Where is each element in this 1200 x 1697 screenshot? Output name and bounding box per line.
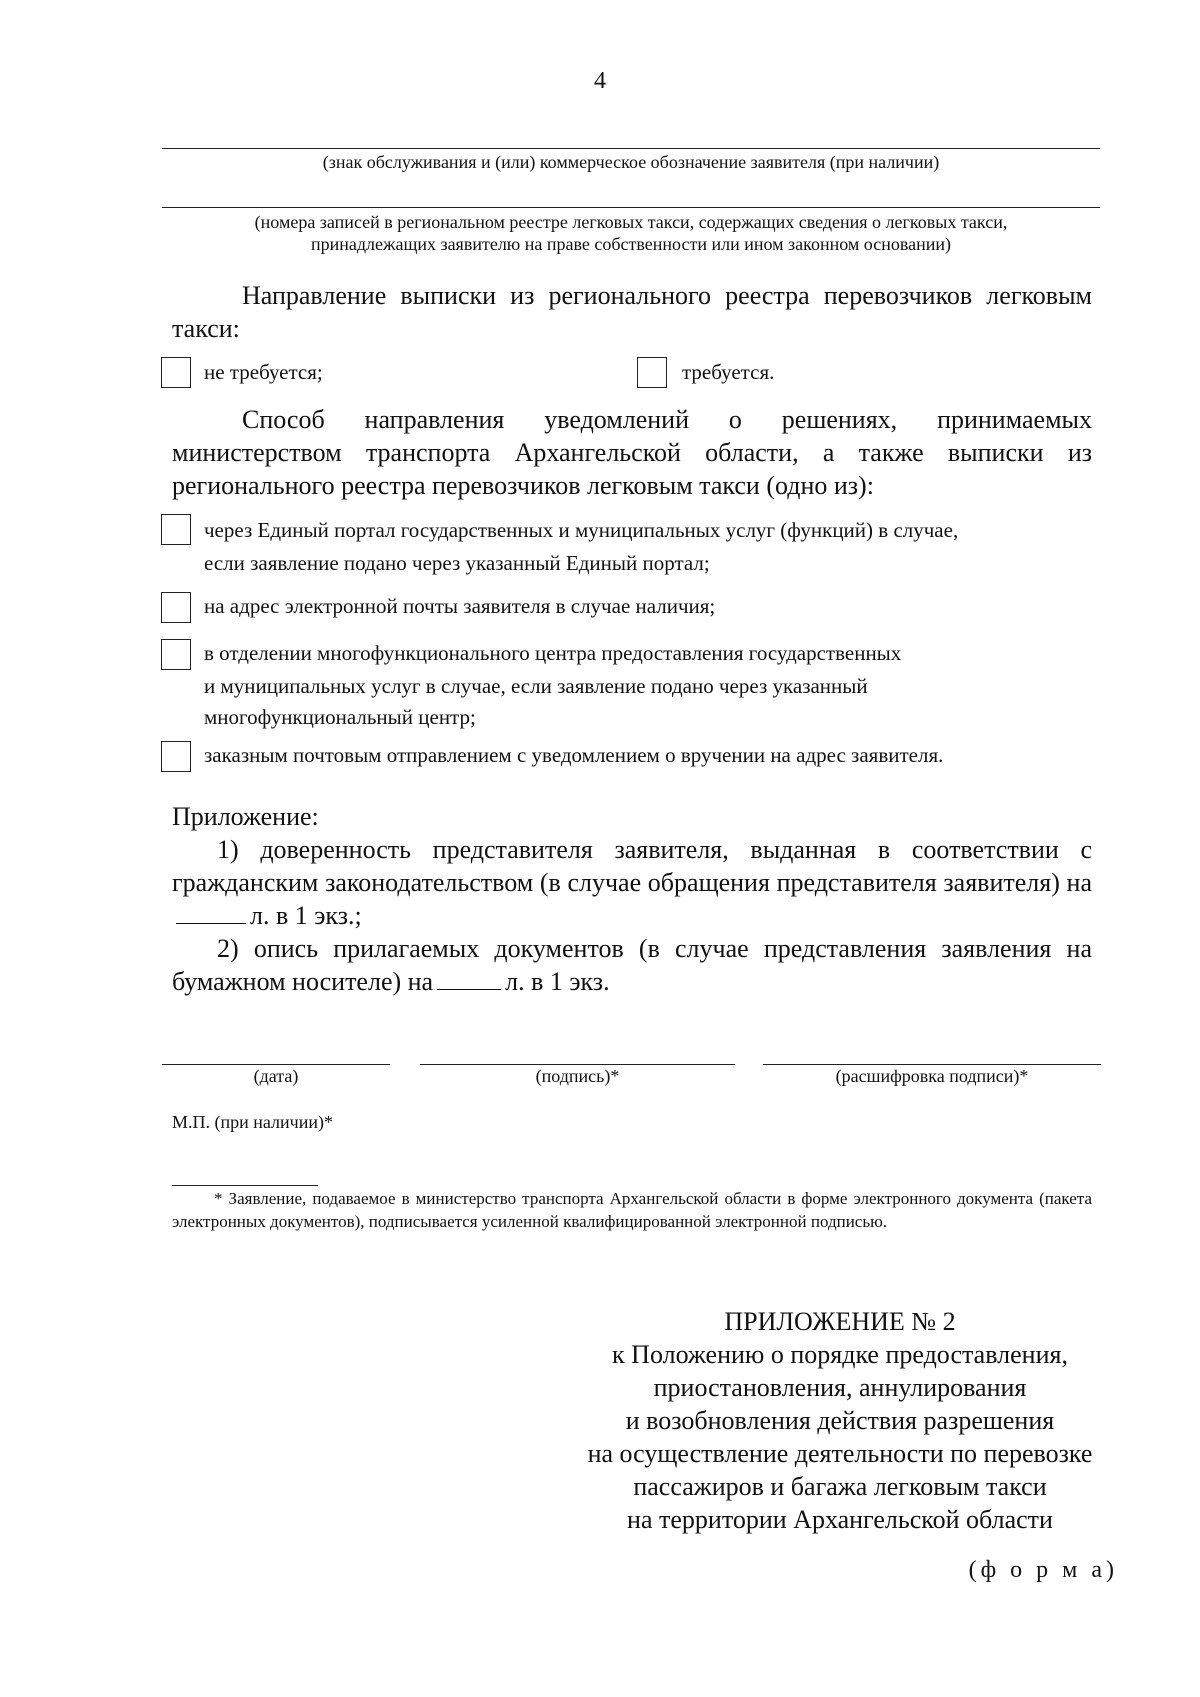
- signature-decoding-caption: (расшифровка подписи)*: [835, 1066, 1029, 1086]
- attachment-item-2-tail: л. в 1 экз.: [505, 967, 610, 996]
- footnote-separator: [172, 1185, 318, 1186]
- notification-method-heading: Способ направления уведомлений о решениях, принимаемых министерством транспорта Архангельской области, а также выписки из регионального реестра перевозчиков легковым такси (одно из):: [172, 405, 1092, 500]
- form-label: (ф о р м а): [968, 1557, 1118, 1583]
- option-single-portal-line2: если заявление подано через указанный Единый портал;: [204, 551, 710, 575]
- signature-line[interactable]: [420, 1064, 735, 1065]
- registry-numbers-caption-line2: принадлежащих заявителю на праве собственности или ином законном основании): [311, 234, 951, 254]
- attachment-item-2-pages-blank[interactable]: [437, 967, 501, 990]
- option-mfc-line1: в отделении многофункционального центра предоставления государственных: [204, 641, 902, 665]
- checkbox-required[interactable]: [637, 357, 667, 388]
- checkbox-registered-mail[interactable]: [161, 741, 191, 772]
- footnote-text: * Заявление, подаваемое в министерство транспорта Архангельской области в форме электронного документа (пакета электронных документов), подписывается усиленной квалифицированной электронной подписью.: [172, 1189, 1092, 1231]
- date-caption: (дата): [253, 1066, 299, 1086]
- attachment-item-2: [172, 932, 1092, 998]
- option-mfc-line3: многофункциональный центр;: [204, 705, 476, 729]
- appendix-line: приостановления, аннулирования: [653, 1373, 1027, 1402]
- registry-numbers-caption-line1: (номера записей в региональном реестре легковых такси, содержащих сведения о легковых такси,: [254, 212, 1008, 232]
- checkbox-single-portal[interactable]: [161, 514, 191, 545]
- appendix-line: к Положению о порядке предоставления,: [612, 1340, 1068, 1369]
- appendix-line: на территории Архангельской области: [627, 1505, 1053, 1534]
- appendix-line: и возобновления действия разрешения: [625, 1406, 1055, 1435]
- attachment-item-1-tail: л. в 1 экз.;: [250, 901, 362, 930]
- service-mark-caption: (знак обслуживания и (или) коммерческое обозначение заявителя (при наличии): [322, 152, 940, 172]
- option-single-portal-line1: через Единый портал государственных и муниципальных услуг (функций) в случае,: [204, 518, 959, 542]
- attachment-item-1: [172, 833, 1092, 932]
- appendix-line: на осуществление деятельности по перевозке: [587, 1439, 1093, 1468]
- checkbox-mfc[interactable]: [161, 639, 191, 670]
- signature-decoding-line[interactable]: [763, 1064, 1101, 1065]
- extract-direction-heading: Направление выписки из регионального реестра перевозчиков легковым такси:: [172, 281, 1092, 343]
- page-number: 4: [594, 68, 606, 94]
- option-email-label: на адрес электронной почты заявителя в случае наличия;: [204, 594, 716, 618]
- appendix-block: [560, 1305, 1120, 1536]
- attachments-heading: Приложение:: [172, 802, 319, 831]
- option-required-label: требуется.: [682, 360, 775, 384]
- option-mfc-line2: и муниципальных услуг в случае, если заявление подано через указанный: [204, 674, 868, 698]
- attachment-item-2-text: 2) опись прилагаемых документов (в случае представления заявления на бумажном носителе) на: [172, 934, 1092, 996]
- option-registered-mail-label: заказным почтовым отправлением с уведомлением о вручении на адрес заявителя.: [204, 743, 944, 767]
- seal-label: М.П. (при наличии)*: [172, 1112, 333, 1132]
- attachment-item-1-text: 1) доверенность представителя заявителя, выданная в соответствии с гражданским законодательством (в случае обращения представителя заявителя) на: [172, 835, 1092, 897]
- signature-caption: (подпись)*: [535, 1066, 620, 1086]
- date-line[interactable]: [162, 1064, 390, 1065]
- checkbox-not-required[interactable]: [161, 357, 191, 388]
- appendix-line: пассажиров и багажа легковым такси: [633, 1472, 1047, 1501]
- registry-numbers-line[interactable]: [162, 207, 1100, 208]
- service-mark-line[interactable]: [162, 148, 1100, 149]
- option-not-required-label: не требуется;: [204, 360, 323, 384]
- checkbox-email[interactable]: [161, 592, 191, 623]
- appendix-title: ПРИЛОЖЕНИЕ № 2: [724, 1307, 956, 1336]
- attachment-item-1-pages-blank[interactable]: [176, 901, 246, 924]
